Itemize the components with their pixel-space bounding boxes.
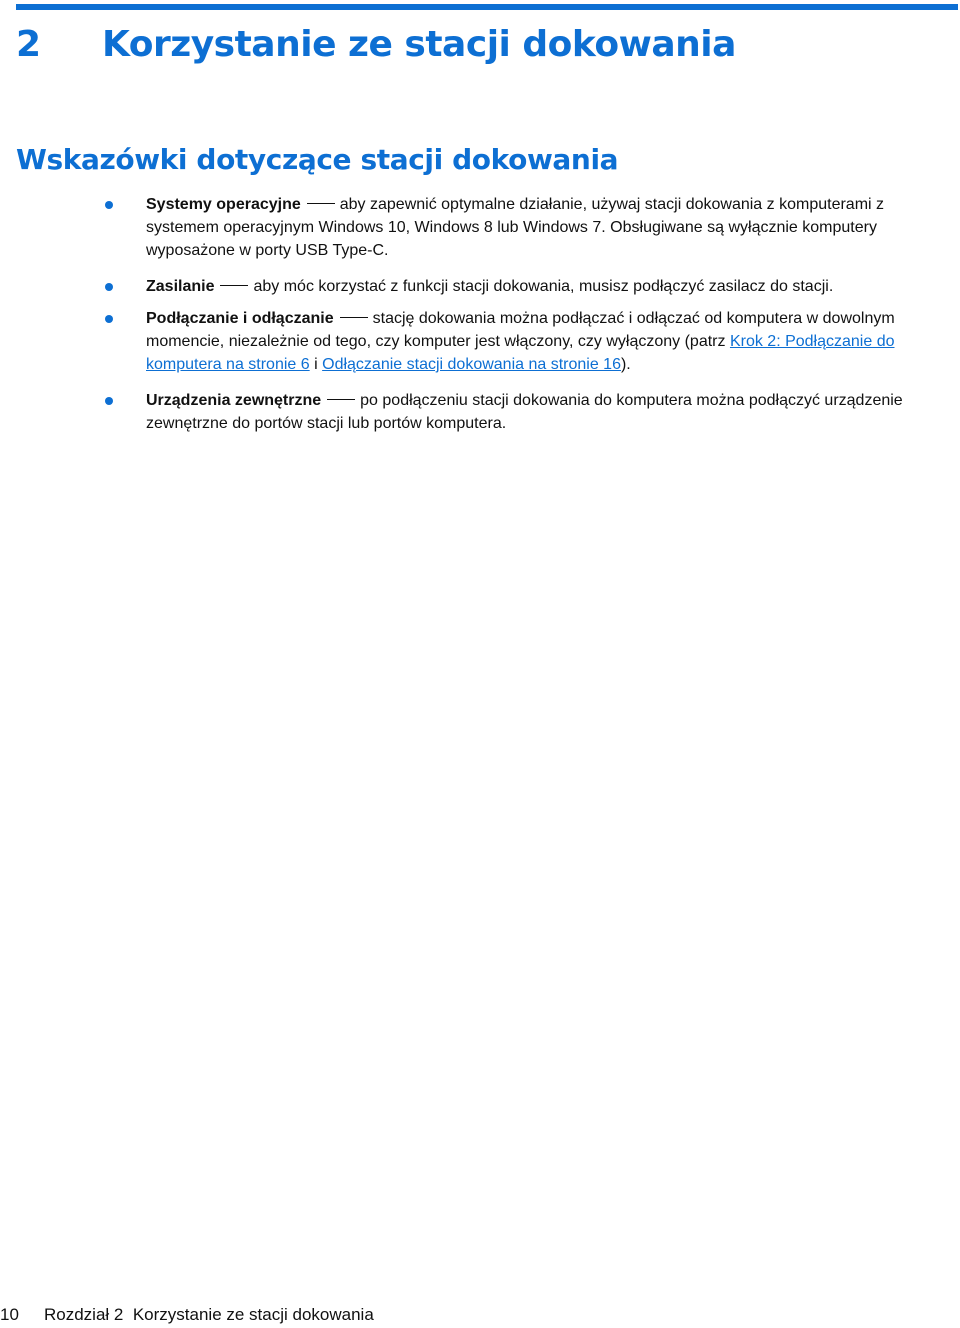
- list-item-power: [0, 275, 960, 298]
- bullet-icon: [105, 397, 113, 405]
- bullet-icon: [105, 201, 113, 209]
- list-item-operating-systems: [0, 193, 960, 262]
- page-footer: [0, 1304, 374, 1326]
- em-dash: [307, 203, 335, 204]
- description-power: aby móc korzystać z funkcji stacji dokowania, musisz podłączyć zasilacz do stacji.: [253, 278, 834, 295]
- description-external-devices: po podłączeniu stacji dokowania do komputera można podłączyć urządzenie zewnętrzne do portów stacji lub portów komputera.: [146, 392, 903, 432]
- conjunction-text: i: [314, 356, 318, 373]
- em-dash: [327, 399, 355, 400]
- list-item-connecting: [0, 307, 960, 376]
- term-external-devices: Urządzenia zewnętrzne: [146, 392, 322, 409]
- top-rule: [16, 4, 958, 10]
- bullet-icon: [105, 315, 113, 323]
- footer-chapter-label: Rozdział 2: [44, 1305, 124, 1324]
- bullet-icon: [105, 283, 113, 291]
- footer-chapter-title: Korzystanie ze stacji dokowania: [132, 1305, 374, 1324]
- link-step-2-connecting[interactable]: Krok 2: Podłączanie do komputera na stronie 6: [146, 333, 895, 373]
- page-number: 10: [0, 1305, 19, 1324]
- chapter-number: 2: [16, 24, 41, 65]
- em-dash: [340, 317, 368, 318]
- chapter-title: Korzystanie ze stacji dokowania: [102, 24, 736, 65]
- link-disconnecting[interactable]: Odłączanie stacji dokowania na stronie 16: [322, 356, 621, 373]
- description-connecting: stację dokowania można podłączać i odłączać od komputera w dowolnym momencie, niezależnie od tego, czy komputer jest włączony, czy wyłączony (patrz: [146, 310, 895, 350]
- guidelines-list: [0, 193, 960, 448]
- list-item-external-devices: [0, 389, 960, 435]
- description-operating-systems: aby zapewnić optymalne działanie, używaj stacji dokowania z komputerami z systemem operacyjnym Windows 10, Windows 8 lub Windows 7. Obsługiwane są wyłącznie komputery wyposażone w porty USB Type-C.: [146, 196, 885, 259]
- closing-text: ).: [620, 356, 631, 373]
- chapter-heading: [16, 22, 736, 68]
- term-connecting: Podłączanie i odłączanie: [146, 310, 334, 327]
- section-heading: Wskazówki dotyczące stacji dokowania: [16, 143, 619, 176]
- term-operating-systems: Systemy operacyjne: [146, 196, 301, 213]
- term-power: Zasilanie: [146, 278, 215, 295]
- em-dash: [220, 285, 248, 286]
